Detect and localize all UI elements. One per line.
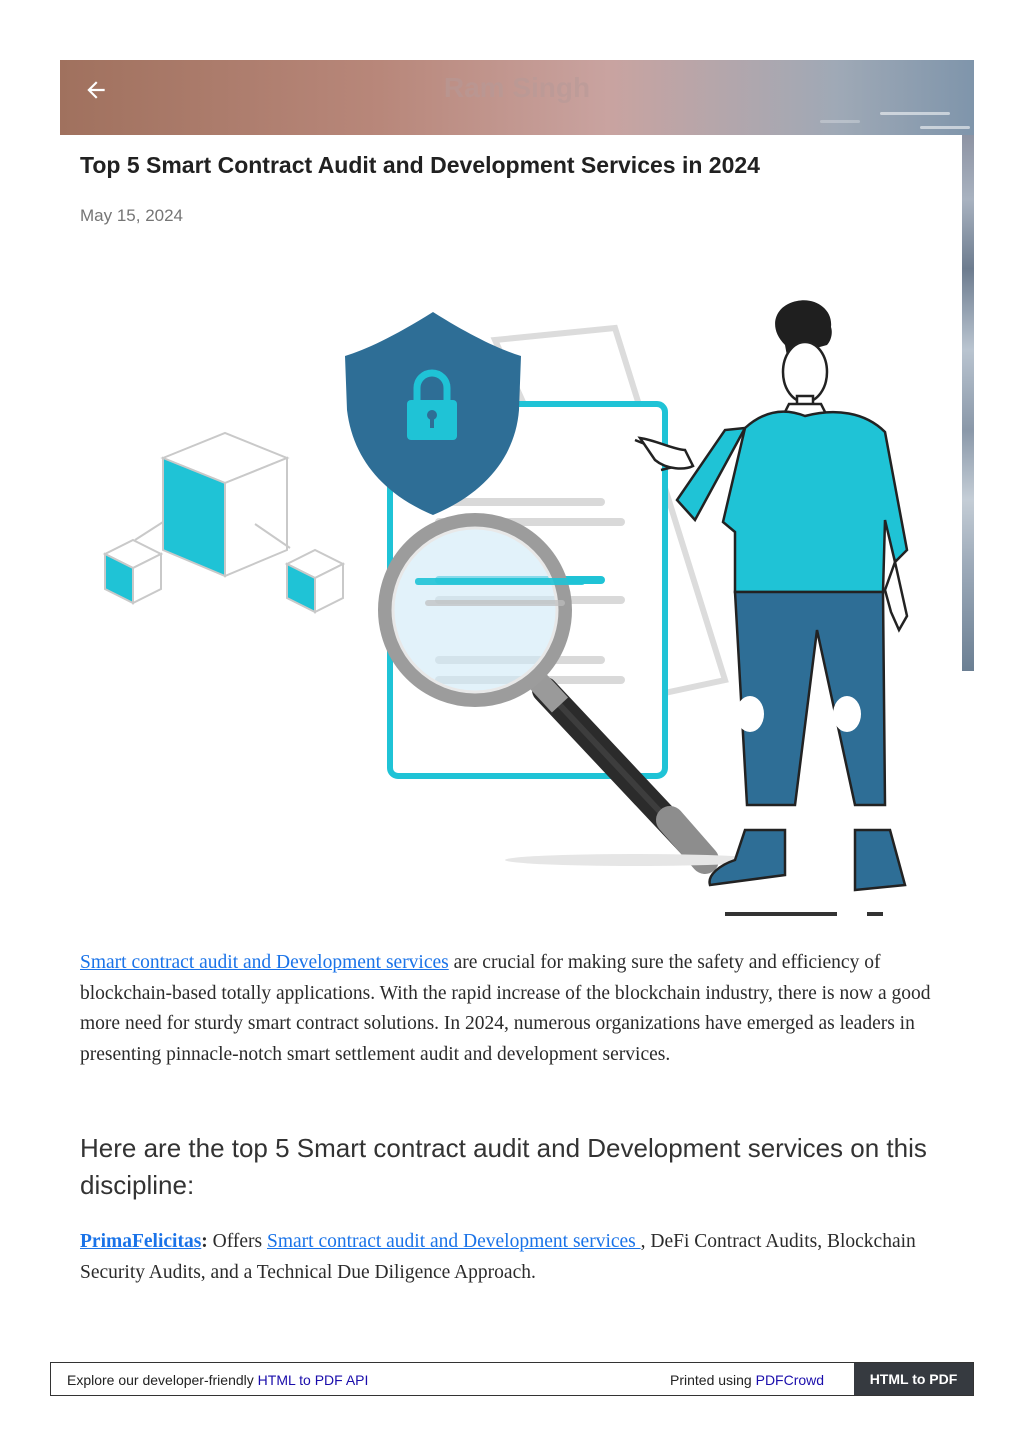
item-offers-text: Offers bbox=[207, 1231, 268, 1252]
item-description: , DeFi Contract Audits, Blockchain Security Audits, and a Technical Due Diligence Approach. bbox=[80, 1231, 916, 1283]
blockchain-cubes-icon bbox=[105, 433, 343, 612]
service-link[interactable]: Smart contract audit and Development services bbox=[267, 1231, 641, 1252]
post-date: May 15, 2024 bbox=[80, 206, 184, 225]
intro-paragraph bbox=[80, 948, 942, 1070]
html-to-pdf-api-link[interactable]: HTML to PDF API bbox=[257, 1372, 369, 1388]
post-title: Top 5 Smart Contract Audit and Development Services in 2024 bbox=[80, 152, 760, 178]
intro-text: are crucial for making sure the safety and efficiency of blockchain-based totally applications. With the rapid increase of the blockchain industry, there is now a good more need for sturdy smart contract solutions. In 2024, numerous organizations have emerged as leaders in presenting pinnacle-notch smart settlement audit and development services. bbox=[80, 952, 931, 1065]
background-strip bbox=[962, 135, 974, 671]
html-to-pdf-button[interactable]: HTML to PDF bbox=[854, 1363, 973, 1395]
intro-link[interactable]: Smart contract audit and Development services bbox=[80, 952, 449, 973]
list-item bbox=[80, 1227, 942, 1288]
company-link-primafelicitas[interactable]: PrimaFelicitas bbox=[80, 1231, 202, 1252]
footer-promo bbox=[67, 1372, 368, 1388]
footer-credit bbox=[670, 1372, 824, 1388]
blog-name[interactable]: Ram Singh bbox=[443, 72, 591, 103]
pdfcrowd-footer bbox=[50, 1362, 974, 1396]
hero-illustration bbox=[95, 300, 935, 925]
item-colon: : bbox=[201, 1231, 208, 1252]
list-heading: Here are the top 5 Smart contract audit and Development services on this discipline: bbox=[80, 1133, 927, 1200]
footer-promo-text: Explore our developer-friendly bbox=[67, 1372, 258, 1388]
footer-credit-text: Printed using bbox=[670, 1372, 756, 1388]
pdfcrowd-link[interactable]: PDFCrowd bbox=[755, 1372, 825, 1388]
